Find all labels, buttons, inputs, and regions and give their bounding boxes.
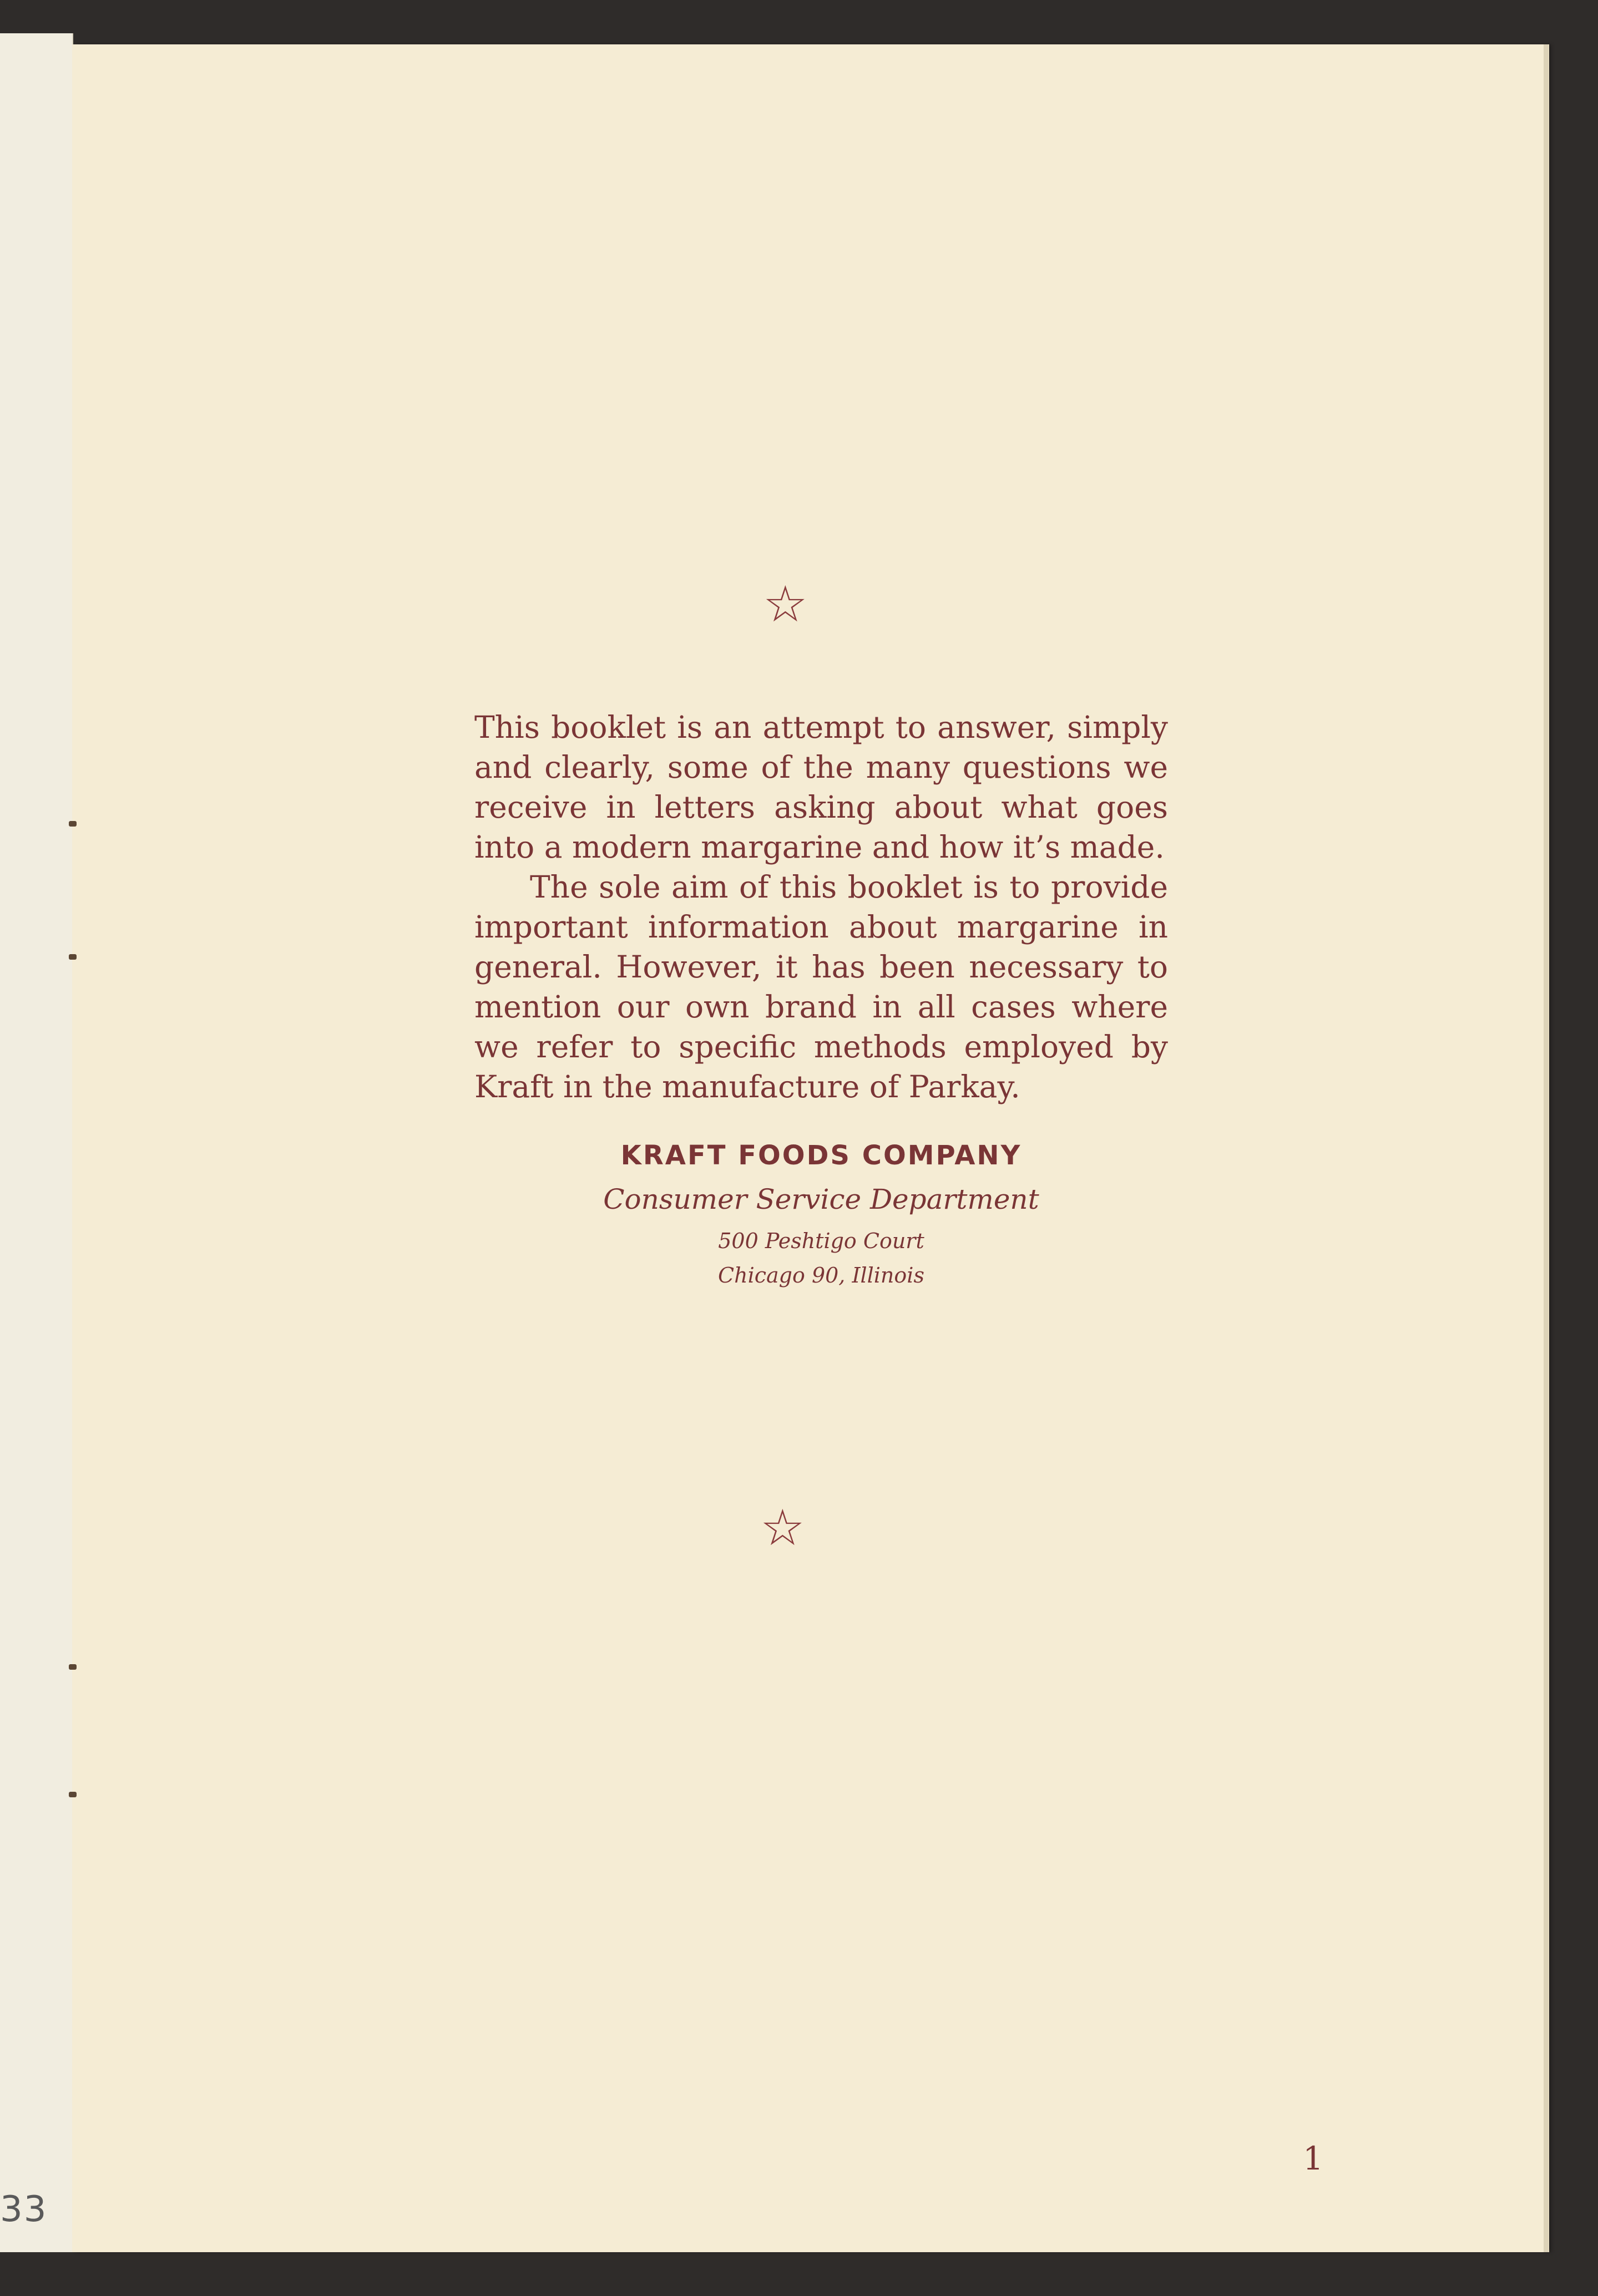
binding-stitch	[69, 1664, 77, 1670]
aim-paragraph: The sole aim of this booklet is to provide important information about margarine in general. However, it has been necessary to mention our own brand in all cases where we refer to specific methods employed by Kraft in the manufacture of Parkay.	[474, 869, 1168, 1104]
previous-page-number: 33	[0, 2189, 48, 2230]
previous-page-edge	[0, 33, 73, 2252]
binding-stitch	[69, 954, 77, 960]
address-city: Chicago 90, Illinois	[718, 1263, 924, 1288]
intro-paragraph: This booklet is an attempt to answer, simply and clearly, some of the many questions we receive in letters asking about what goes into a modern margarine and how it’s made.	[474, 709, 1168, 865]
page-edge	[1544, 44, 1548, 2252]
booklet-page	[72, 44, 1548, 2252]
binding-stitch	[69, 1792, 77, 1797]
page-content	[474, 707, 1168, 1288]
company-name: KRAFT FOODS COMPANY	[620, 1140, 1022, 1171]
page-number: 1	[1303, 2140, 1323, 2177]
signature-block	[474, 1140, 1168, 1288]
binding-stitch	[69, 821, 77, 827]
address-street: 500 Peshtigo Court	[718, 1229, 924, 1253]
star-outline-icon: ☆	[760, 1499, 805, 1557]
star-outline-icon: ☆	[763, 575, 808, 633]
department-name: Consumer Service Department	[603, 1183, 1039, 1215]
